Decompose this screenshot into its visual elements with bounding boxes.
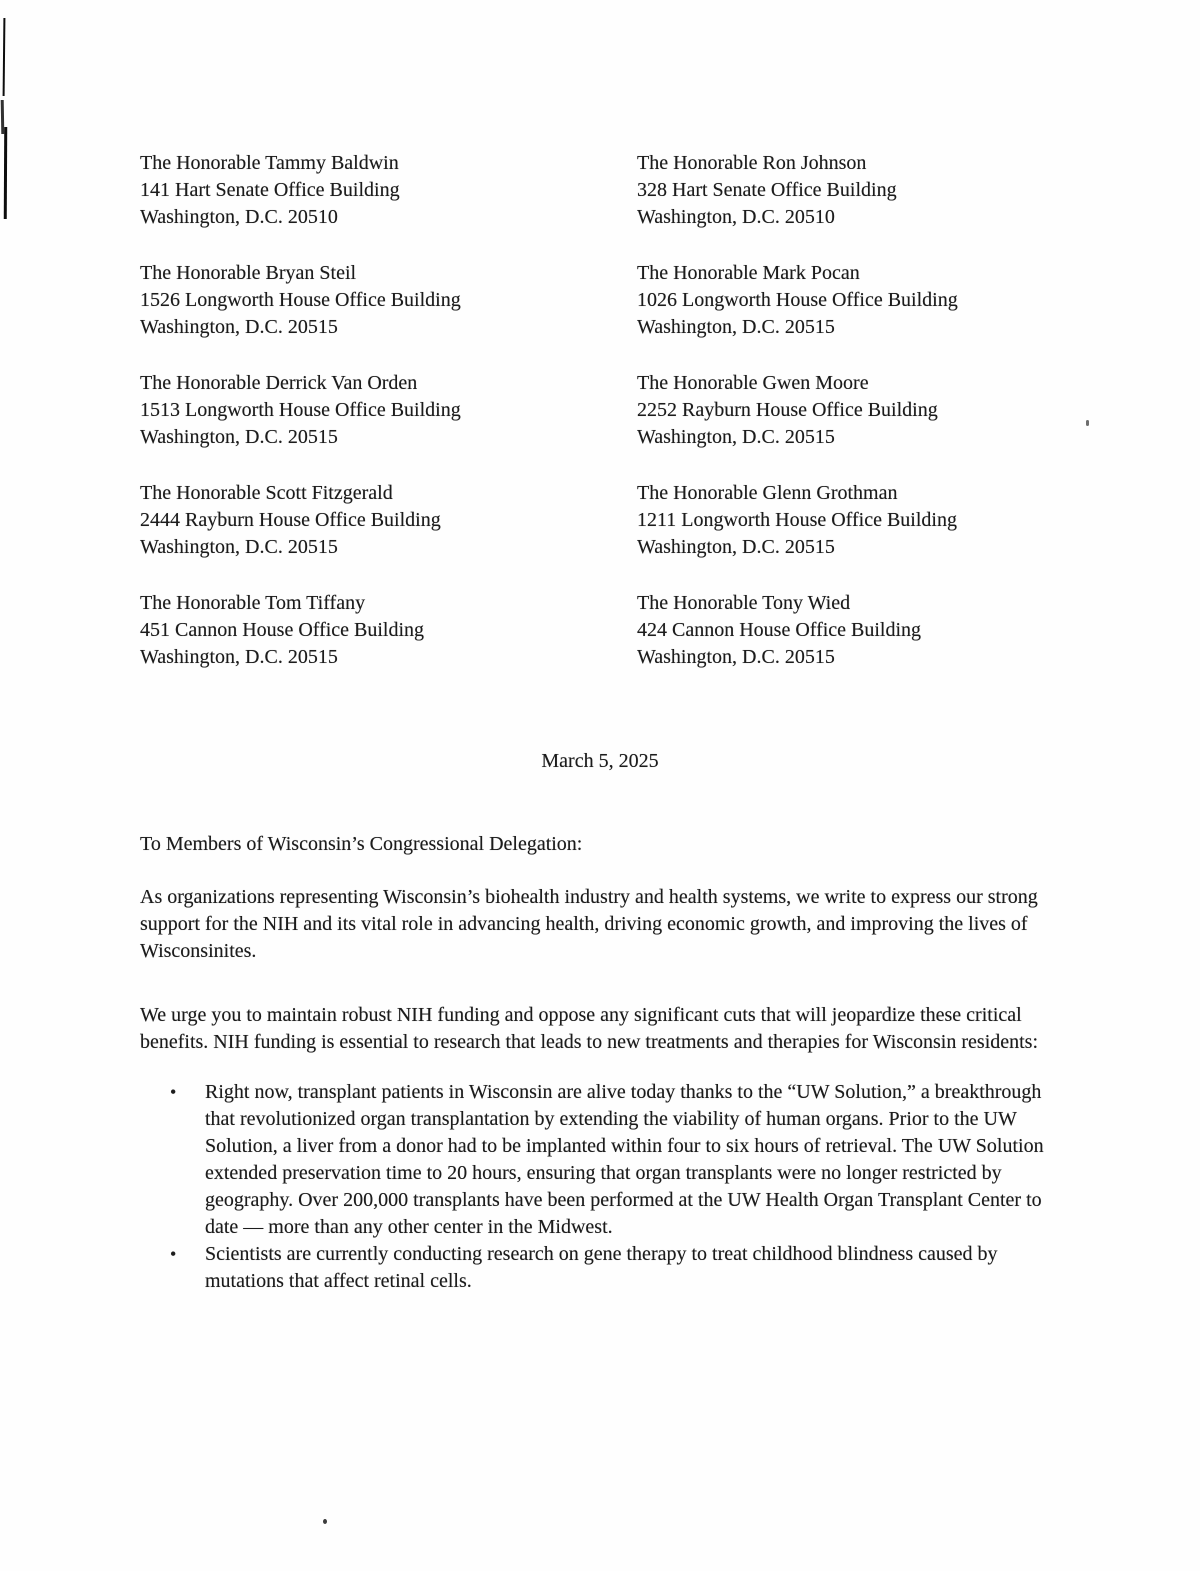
recipient-street: 1513 Longworth House Office Building (140, 399, 461, 421)
recipient-block (637, 260, 1100, 341)
recipient-block (140, 480, 637, 561)
recipient-name: The Honorable Glenn Grothman (637, 482, 898, 504)
recipient-name: The Honorable Bryan Steil (140, 262, 357, 284)
recipient-street: 2444 Rayburn House Office Building (140, 509, 441, 531)
bullet-item (140, 1079, 1056, 1241)
recipient-name: The Honorable Ron Johnson (637, 152, 867, 174)
recipient-block (140, 590, 637, 671)
recipient-block (637, 480, 1100, 561)
recipient-city: Washington, D.C. 20510 (637, 206, 835, 228)
recipient-block (140, 370, 637, 451)
body-paragraph: We urge you to maintain robust NIH funding and oppose any significant cuts that will jeopardize these critical benefits. NIH funding is essential to research that leads to new treatments and therapies for Wisconsin residents: (140, 1004, 1039, 1053)
bullet-icon: • (170, 1244, 177, 1264)
recipient-city: Washington, D.C. 20515 (140, 316, 338, 338)
recipient-street: 2252 Rayburn House Office Building (637, 399, 938, 421)
recipient-city: Washington, D.C. 20510 (140, 206, 338, 228)
recipient-name: The Honorable Derrick Van Orden (140, 372, 418, 394)
recipient-block (637, 370, 1100, 451)
salutation: To Members of Wisconsin’s Congressional Delegation: (140, 833, 583, 855)
recipient-city: Washington, D.C. 20515 (140, 646, 338, 668)
recipient-street: 328 Hart Senate Office Building (637, 179, 897, 201)
recipient-block (140, 150, 637, 231)
recipient-name: The Honorable Scott Fitzgerald (140, 482, 393, 504)
recipient-name: The Honorable Tammy Baldwin (140, 152, 399, 174)
bullet-icon: • (170, 1082, 177, 1102)
recipient-street: 1211 Longworth House Office Building (637, 509, 957, 531)
recipient-street: 1526 Longworth House Office Building (140, 289, 461, 311)
scan-artifact-speck (323, 1519, 327, 1524)
recipient-street: 424 Cannon House Office Building (637, 619, 922, 641)
recipient-block (637, 590, 1100, 671)
recipient-city: Washington, D.C. 20515 (140, 536, 338, 558)
body-paragraph: As organizations representing Wisconsin’s biohealth industry and health systems, we write to express our strong support for the NIH and its vital role in advancing health, driving economic growth, and improving the lives of Wisconsinites. (140, 886, 1038, 962)
bullet-item (140, 1241, 1056, 1295)
recipient-street: 451 Cannon House Office Building (140, 619, 425, 641)
recipient-name: The Honorable Tom Tiffany (140, 592, 366, 614)
recipient-address-grid (140, 150, 1100, 671)
recipient-block (140, 260, 637, 341)
recipient-name: The Honorable Gwen Moore (637, 372, 869, 394)
scan-artifact-left-edge (3, 18, 6, 96)
recipient-city: Washington, D.C. 20515 (140, 426, 338, 448)
recipient-street: 141 Hart Senate Office Building (140, 179, 400, 201)
recipient-name: The Honorable Tony Wied (637, 592, 851, 614)
recipient-city: Washington, D.C. 20515 (637, 426, 835, 448)
recipient-city: Washington, D.C. 20515 (637, 316, 835, 338)
bullet-list (140, 1079, 1056, 1295)
recipient-street: 1026 Longworth House Office Building (637, 289, 958, 311)
scan-artifact-left-edge (4, 127, 7, 219)
bullet-text: Scientists are currently conducting research on gene therapy to treat childhood blindness caused by mutations that affect retinal cells. (205, 1243, 998, 1292)
bullet-text: Right now, transplant patients in Wisconsin are alive today thanks to the “UW Solution,” a breakthrough that revolutionized organ transplantation by extending the viability of human organs. Prior to the UW Solution, a liver from a donor had to be implanted within four to six hours of retrieval. The UW Solution extended preservation time to 20 hours, ensuring that organ transplants were no longer restricted by geography. Over 200,000 transplants have been performed at the UW Health Organ Transplant Center to date — more than any other center in the Midwest. (205, 1081, 1044, 1238)
recipient-city: Washington, D.C. 20515 (637, 536, 835, 558)
recipient-name: The Honorable Mark Pocan (637, 262, 860, 284)
letter-body (140, 884, 1056, 1295)
letter-date: March 5, 2025 (541, 750, 659, 772)
recipient-block (637, 150, 1100, 231)
recipient-city: Washington, D.C. 20515 (637, 646, 835, 668)
